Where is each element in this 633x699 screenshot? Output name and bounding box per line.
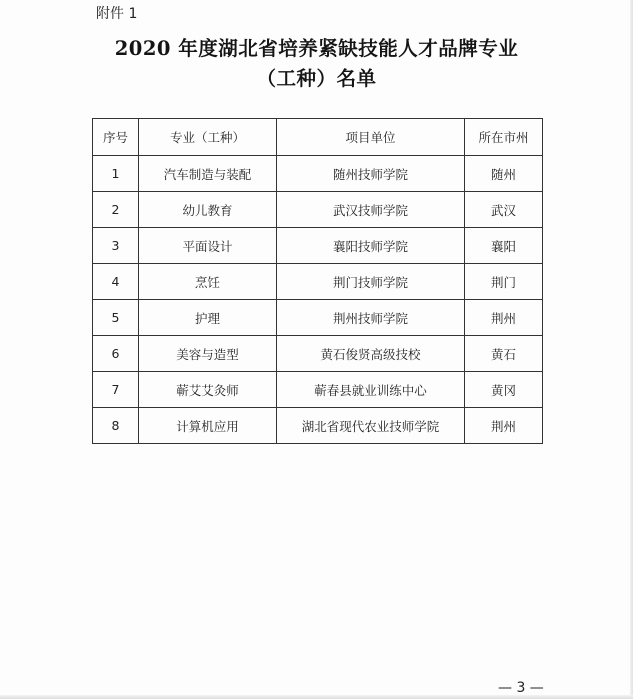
cell-city: 襄阳 bbox=[465, 228, 543, 264]
cell-major: 护理 bbox=[139, 300, 277, 336]
table-row bbox=[93, 156, 543, 192]
table-row bbox=[93, 336, 543, 372]
cell-city: 荆州 bbox=[465, 300, 543, 336]
cell-major: 计算机应用 bbox=[139, 408, 277, 444]
cell-number: 3 bbox=[93, 228, 139, 264]
cell-unit: 蕲春县就业训练中心 bbox=[277, 372, 465, 408]
cell-city: 荆门 bbox=[465, 264, 543, 300]
column-header-major: 专业（工种） bbox=[139, 119, 277, 156]
cell-city: 武汉 bbox=[465, 192, 543, 228]
column-header-unit: 项目单位 bbox=[277, 119, 465, 156]
cell-unit: 黄石俊贤高级技校 bbox=[277, 336, 465, 372]
cell-number: 7 bbox=[93, 372, 139, 408]
document-title-line-1: 2020 年度湖北省培养紧缺技能人才品牌专业 bbox=[114, 37, 519, 60]
cell-unit: 武汉技师学院 bbox=[277, 192, 465, 228]
cell-unit: 荆州技师学院 bbox=[277, 300, 465, 336]
table-row bbox=[93, 192, 543, 228]
table-row bbox=[93, 408, 543, 444]
cell-number: 4 bbox=[93, 264, 139, 300]
cell-major: 幼儿教育 bbox=[139, 192, 277, 228]
column-header-number: 序号 bbox=[93, 119, 139, 156]
table-row bbox=[93, 372, 543, 408]
cell-number: 6 bbox=[93, 336, 139, 372]
cell-unit: 随州技师学院 bbox=[277, 156, 465, 192]
cell-major: 平面设计 bbox=[139, 228, 277, 264]
table-row bbox=[93, 264, 543, 300]
cell-unit: 荆门技师学院 bbox=[277, 264, 465, 300]
cell-major: 烹饪 bbox=[139, 264, 277, 300]
cell-major: 美容与造型 bbox=[139, 336, 277, 372]
cell-unit: 湖北省现代农业技师学院 bbox=[277, 408, 465, 444]
table-row bbox=[93, 300, 543, 336]
cell-major: 蕲艾艾灸师 bbox=[139, 372, 277, 408]
roster-table bbox=[92, 118, 543, 444]
document-title-line-2: （工种）名单 bbox=[256, 67, 377, 90]
cell-number: 1 bbox=[93, 156, 139, 192]
attachment-label: 附件 1 bbox=[96, 6, 138, 22]
page-number: — 3 — bbox=[498, 680, 544, 696]
cell-city: 随州 bbox=[465, 156, 543, 192]
cell-unit: 襄阳技师学院 bbox=[277, 228, 465, 264]
cell-city: 黄冈 bbox=[465, 372, 543, 408]
cell-city: 荆州 bbox=[465, 408, 543, 444]
cell-city: 黄石 bbox=[465, 336, 543, 372]
cell-number: 8 bbox=[93, 408, 139, 444]
cell-number: 5 bbox=[93, 300, 139, 336]
cell-number: 2 bbox=[93, 192, 139, 228]
table-header-row bbox=[93, 119, 543, 156]
column-header-city: 所在市州 bbox=[465, 119, 543, 156]
table-row bbox=[93, 228, 543, 264]
cell-major: 汽车制造与装配 bbox=[139, 156, 277, 192]
